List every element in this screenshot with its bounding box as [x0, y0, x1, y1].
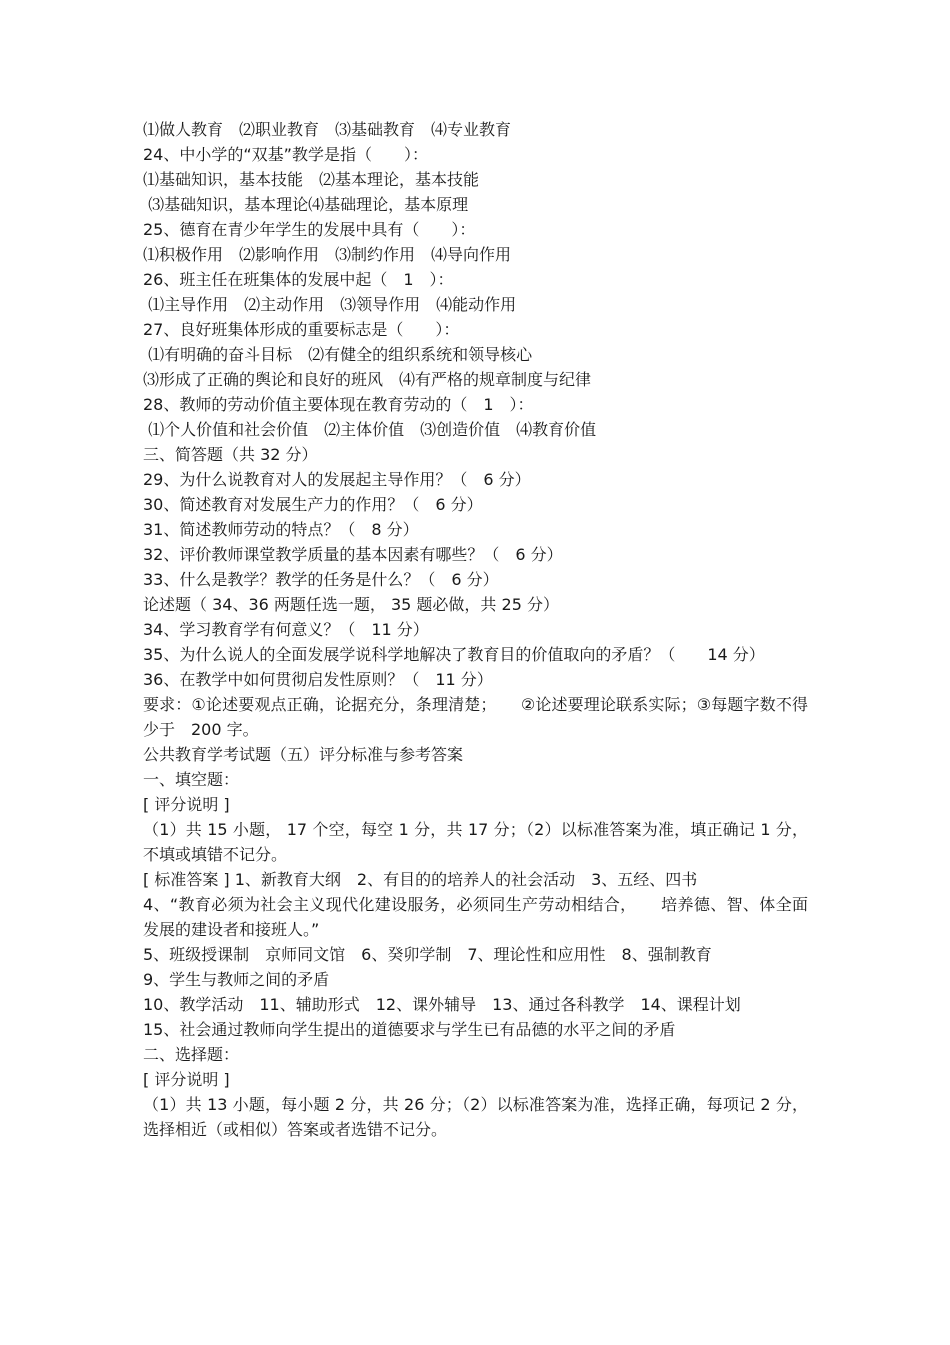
options-line: ⑴个人价值和社会价值 ⑵主体价值 ⑶创造价值 ⑷教育价值 — [143, 420, 597, 439]
question-31: 31、简述教师劳动的特点？（ 8 分） — [143, 520, 419, 539]
requirements: 要求：①论述要观点正确，论据充分，条理清楚； ②论述要理论联系实际；③每题字数不得少于 200 字。 — [143, 695, 808, 739]
section-heading: 三、简答题（共 32 分） — [143, 445, 318, 464]
question-28: 28、教师的劳动价值主要体现在教育劳动的（ 1 ）： — [143, 395, 534, 414]
question-36: 36、在教学中如何贯彻启发性原则？（ 11 分） — [143, 670, 493, 689]
scoring-note: （1）共 15 小题， 17 个空，每空 1 分，共 17 分；（2）以标准答案为准，填正确记 1 分，不填或填错不记分。 — [143, 820, 808, 864]
question-34: 34、学习教育学有何意义？（ 11 分） — [143, 620, 429, 639]
answer-line: 9、学生与教师之间的矛盾 — [143, 970, 330, 989]
options-line: ⑴有明确的奋斗目标 ⑵有健全的组织系统和领导核心 — [143, 345, 533, 364]
options-line: ⑴积极作用 ⑵影响作用 ⑶制约作用 ⑷导向作用 — [143, 245, 512, 264]
options-line: ⑶基础知识，基本理论⑷基础理论，基本原理 — [143, 195, 469, 214]
section-heading: 二、选择题： — [143, 1045, 240, 1064]
scoring-note-label: [ 评分说明 ] — [143, 1070, 230, 1089]
options-line: ⑴基础知识，基本技能 ⑵基本理论，基本技能 — [143, 170, 480, 189]
answer-line: 5、班级授课制 京师同文馆 6、癸卯学制 7、理论性和应用性 8、强制教育 — [143, 945, 712, 964]
scoring-note: （1）共 13 小题，每小题 2 分，共 26 分；（2）以标准答案为准，选择正确，每项记 2 分，选择相近（或相似）答案或者选错不记分。 — [143, 1095, 808, 1139]
document-page — [143, 117, 808, 1142]
answer-line: 4、“教育必须为社会主义现代化建设服务，必须同生产劳动相结合， 培养德、智、体全面发展的建设者和接班人。” — [143, 895, 808, 939]
answer-title: 公共教育学考试题（五）评分标准与参考答案 — [143, 745, 464, 764]
standard-answer: [ 标准答案 ] 1、新教育大纲 2、有目的的培养人的社会活动 3、五经、四书 — [143, 870, 698, 889]
options-line: ⑴主导作用 ⑵主动作用 ⑶领导作用 ⑷能动作用 — [143, 295, 517, 314]
options-line: ⑴做人教育 ⑵职业教育 ⑶基础教育 ⑷专业教育 — [143, 120, 512, 139]
question-25: 25、德育在青少年学生的发展中具有（ ）： — [143, 220, 476, 239]
scoring-note-label: [ 评分说明 ] — [143, 795, 230, 814]
question-26: 26、班主任在班集体的发展中起（ 1 ）： — [143, 270, 454, 289]
section-heading: 论述题（ 34、36 两题任选一题， 35 题必做，共 25 分） — [143, 595, 559, 614]
question-29: 29、为什么说教育对人的发展起主导作用？（ 6 分） — [143, 470, 531, 489]
answer-line: 15、社会通过教师向学生提出的道德要求与学生已有品德的水平之间的矛盾 — [143, 1020, 676, 1039]
question-27: 27、良好班集体形成的重要标志是（ ）： — [143, 320, 460, 339]
answer-line: 10、教学活动 11、辅助形式 12、课外辅导 13、通过各科教学 14、课程计划 — [143, 995, 741, 1014]
question-35: 35、为什么说人的全面发展学说科学地解决了教育目的价值取向的矛盾？（ 14 分） — [143, 645, 765, 664]
question-33: 33、什么是教学？教学的任务是什么？（ 6 分） — [143, 570, 499, 589]
options-line: ⑶形成了正确的舆论和良好的班风 ⑷有严格的规章制度与纪律 — [143, 370, 592, 389]
question-32: 32、评价教师课堂教学质量的基本因素有哪些？（ 6 分） — [143, 545, 563, 564]
question-24: 24、中小学的“双基”教学是指（ ）： — [143, 145, 428, 164]
question-30: 30、简述教育对发展生产力的作用？（ 6 分） — [143, 495, 483, 514]
section-heading: 一、填空题： — [143, 770, 240, 789]
